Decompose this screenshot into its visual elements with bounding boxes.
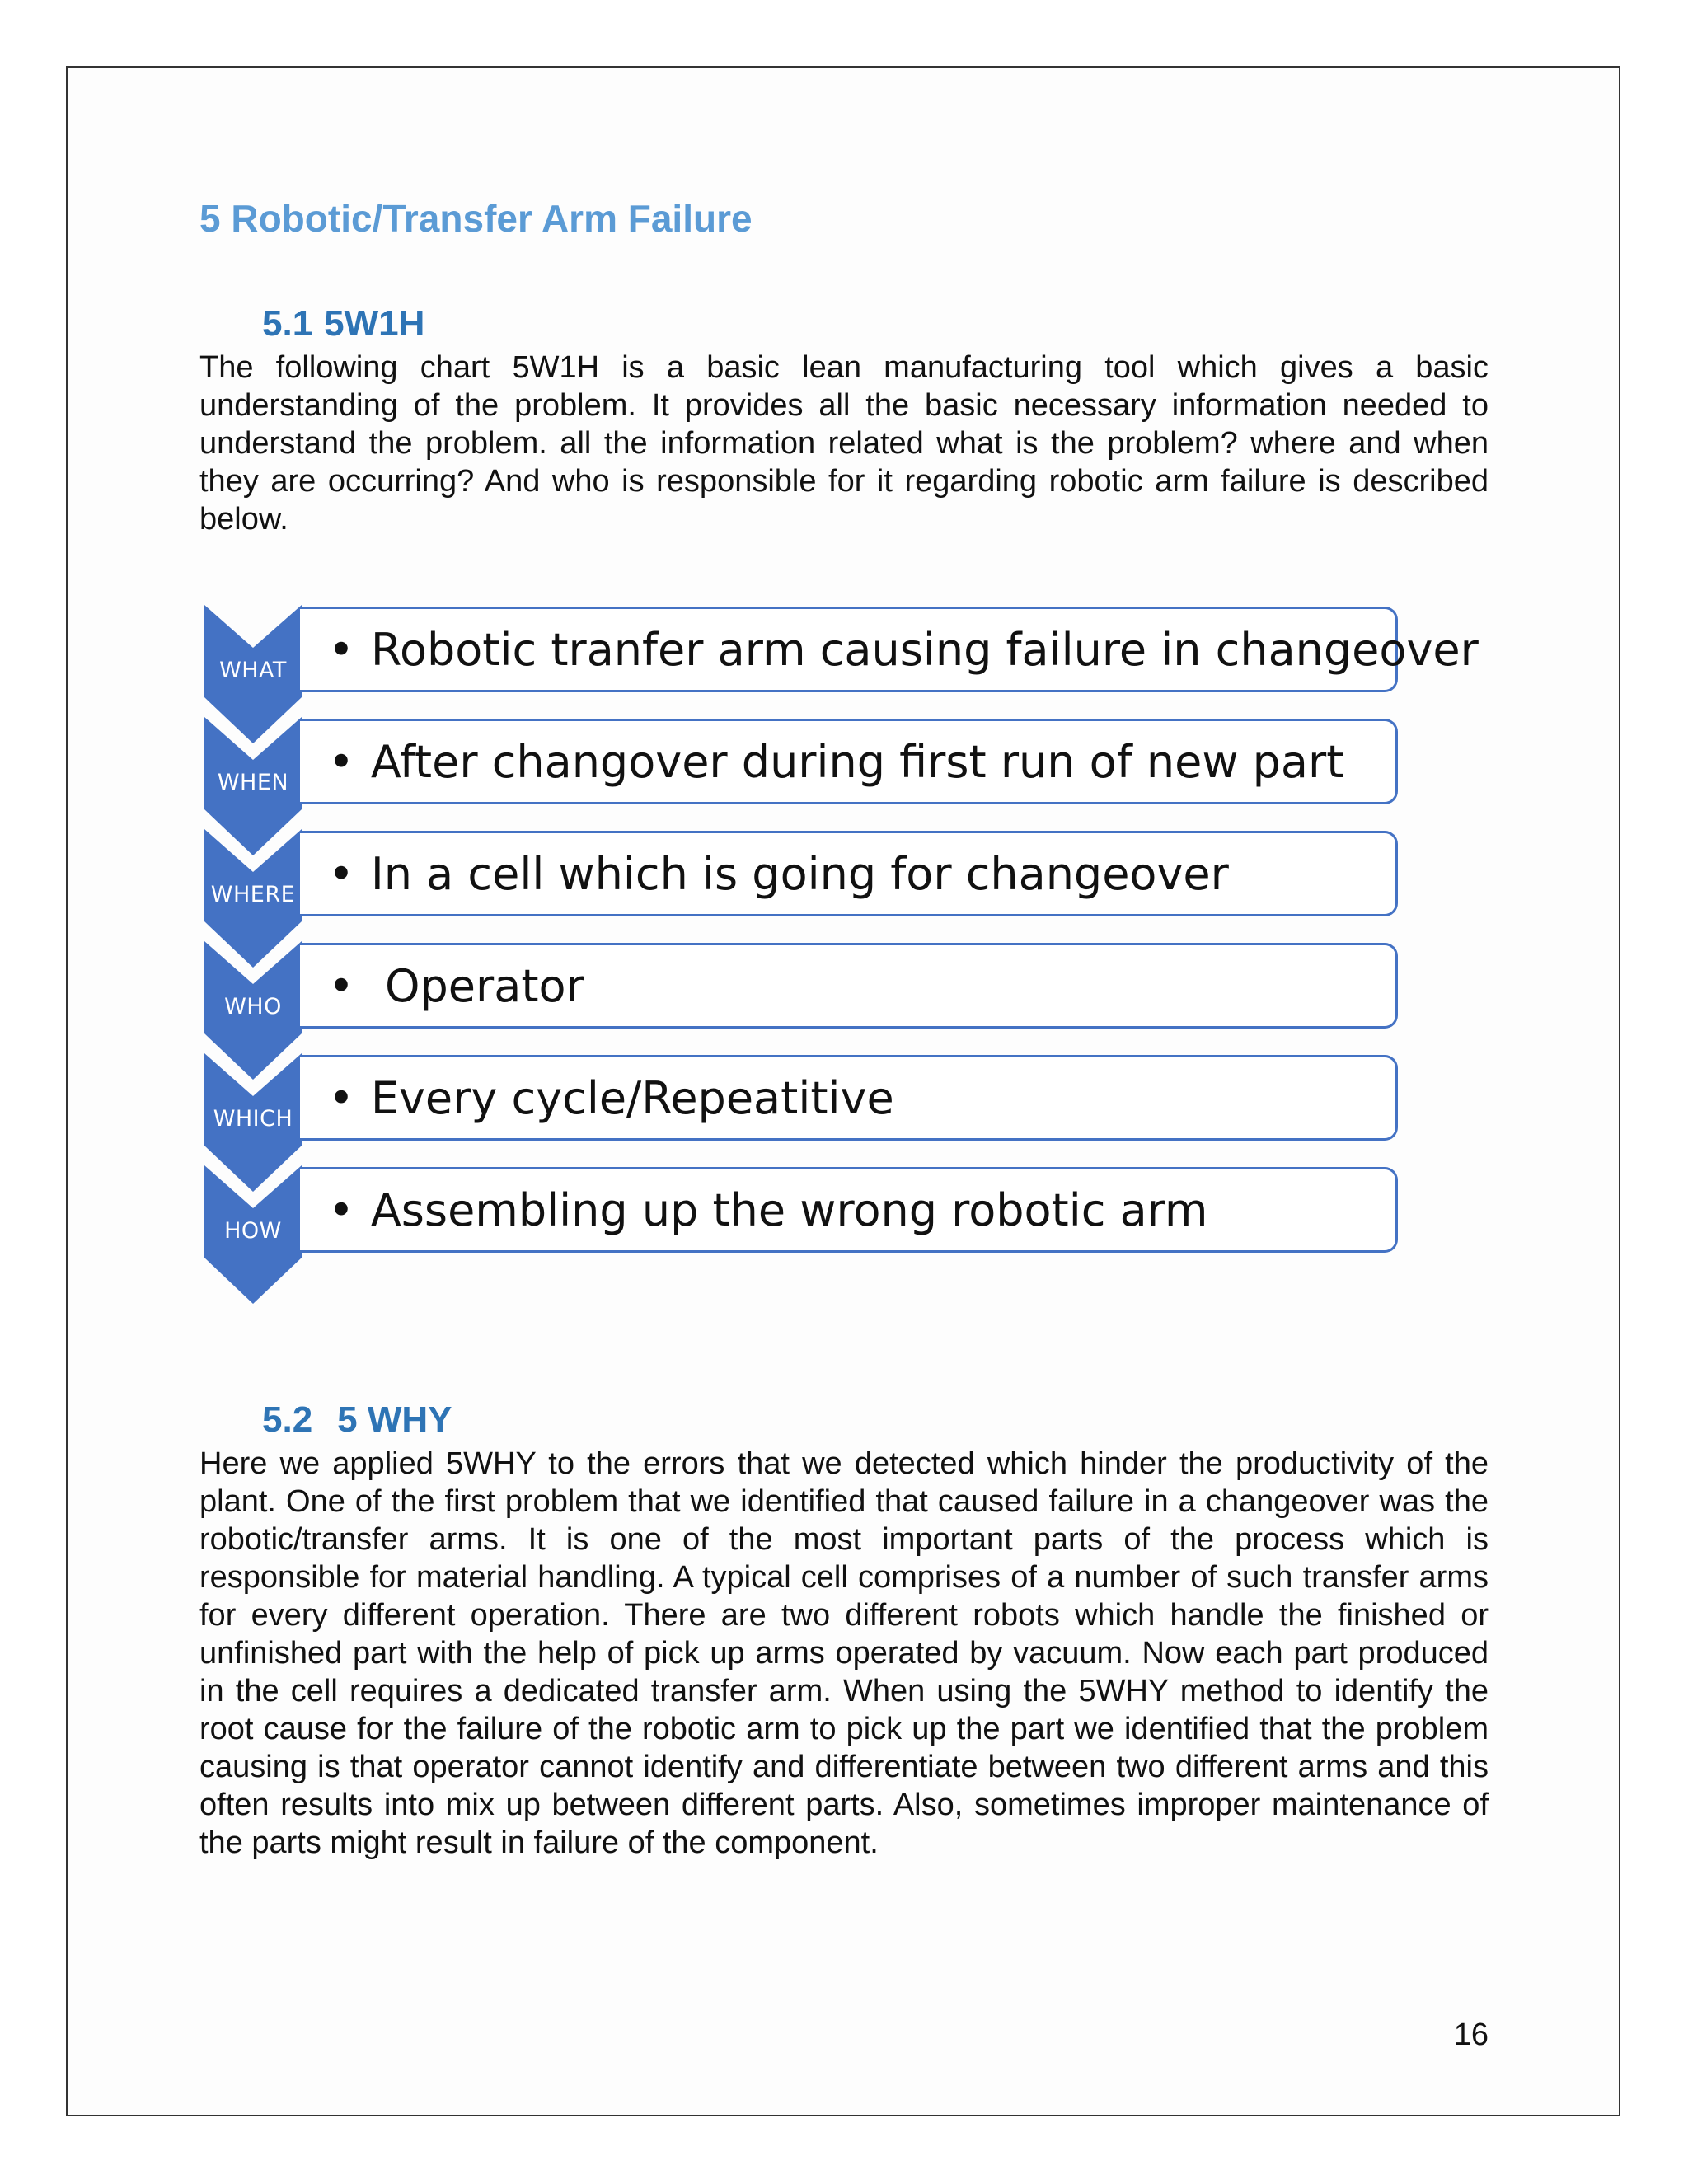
row-text: Operator (370, 959, 584, 1012)
paragraph-5why: Here we applied 5WHY to the errors that we detected which hinder the productivity of the plant. One of the first problem that we identified that caused failure in a changeover was the robotic/transfer arms. It is one of the most important parts of the process which is responsible for material handling. A typical cell comprises of a number of such transfer arms for every different operation. There are two different robots which handle the finished or unfinished part with the help of pick up arms operated by vacuum. Now each part produced in the cell requires a dedicated transfer arm. When using the 5WHY method to identify the root cause for the failure of the robotic arm to pick up the part we identified that the problem causing is that operator cannot identify and differentiate between two different arms and this often results into mix up between different parts. Also, sometimes improper maintenance of the parts might result in failure of the component. (199, 1446, 1489, 1860)
chevron-label: WHAT (219, 658, 287, 683)
chevron-label: WHO (224, 994, 282, 1019)
row-item (300, 1184, 1208, 1236)
subsection-title-5why (262, 1399, 452, 1441)
chevron-how (204, 1165, 302, 1305)
section-title: 5 Robotic/Transfer Arm Failure (199, 197, 753, 240)
chevron-label: WHEN (217, 770, 289, 795)
row-box-when (300, 719, 1398, 804)
chevron-label: WHICH (213, 1106, 293, 1132)
5w1h-diagram (204, 605, 1479, 1305)
subsection-label: 5W1H (324, 303, 425, 344)
bullet-icon: • (328, 735, 354, 788)
paragraph-5w1h: The following chart 5W1H is a basic lean manufacturing tool which gives a basic understanding of the problem. It provides all the basic necessary information needed to understand the problem. all the information related what is the problem? where and when they are occurring? And who is responsible for it regarding robotic arm failure is described below. (199, 350, 1489, 537)
bullet-icon: • (328, 959, 354, 1012)
row-item (300, 960, 584, 1012)
row-text: Every cycle/Repeatitive (370, 1071, 894, 1124)
row-item (300, 848, 1229, 900)
row-text: After changover during first run of new part (370, 735, 1344, 788)
subsection-label: 5 WHY (337, 1399, 452, 1440)
row-text: Assembling up the wrong robotic arm (370, 1183, 1208, 1236)
bullet-icon: • (328, 623, 354, 676)
row-item (300, 736, 1343, 788)
subsection-title-5w1h (262, 303, 424, 344)
subsection-number: 5.1 (262, 303, 313, 344)
bullet-icon: • (328, 847, 354, 900)
page-number: 16 (1453, 2018, 1489, 2052)
row-item (300, 1072, 894, 1124)
chevron-label: HOW (224, 1218, 282, 1244)
bullet-icon: • (328, 1183, 354, 1236)
row-box-which (300, 1055, 1398, 1141)
row-item (300, 624, 1479, 676)
subsection-number: 5.2 (262, 1399, 313, 1440)
row-text: In a cell which is going for changeover (370, 847, 1229, 900)
chevron-label: WHERE (210, 882, 296, 907)
bullet-icon: • (328, 1071, 354, 1124)
row-box-what (300, 607, 1479, 692)
row-box-how (300, 1167, 1398, 1253)
row-text: Robotic tranfer arm causing failure in changeover (370, 623, 1479, 676)
row-box-where (300, 831, 1398, 916)
row-box-who (300, 943, 1398, 1029)
